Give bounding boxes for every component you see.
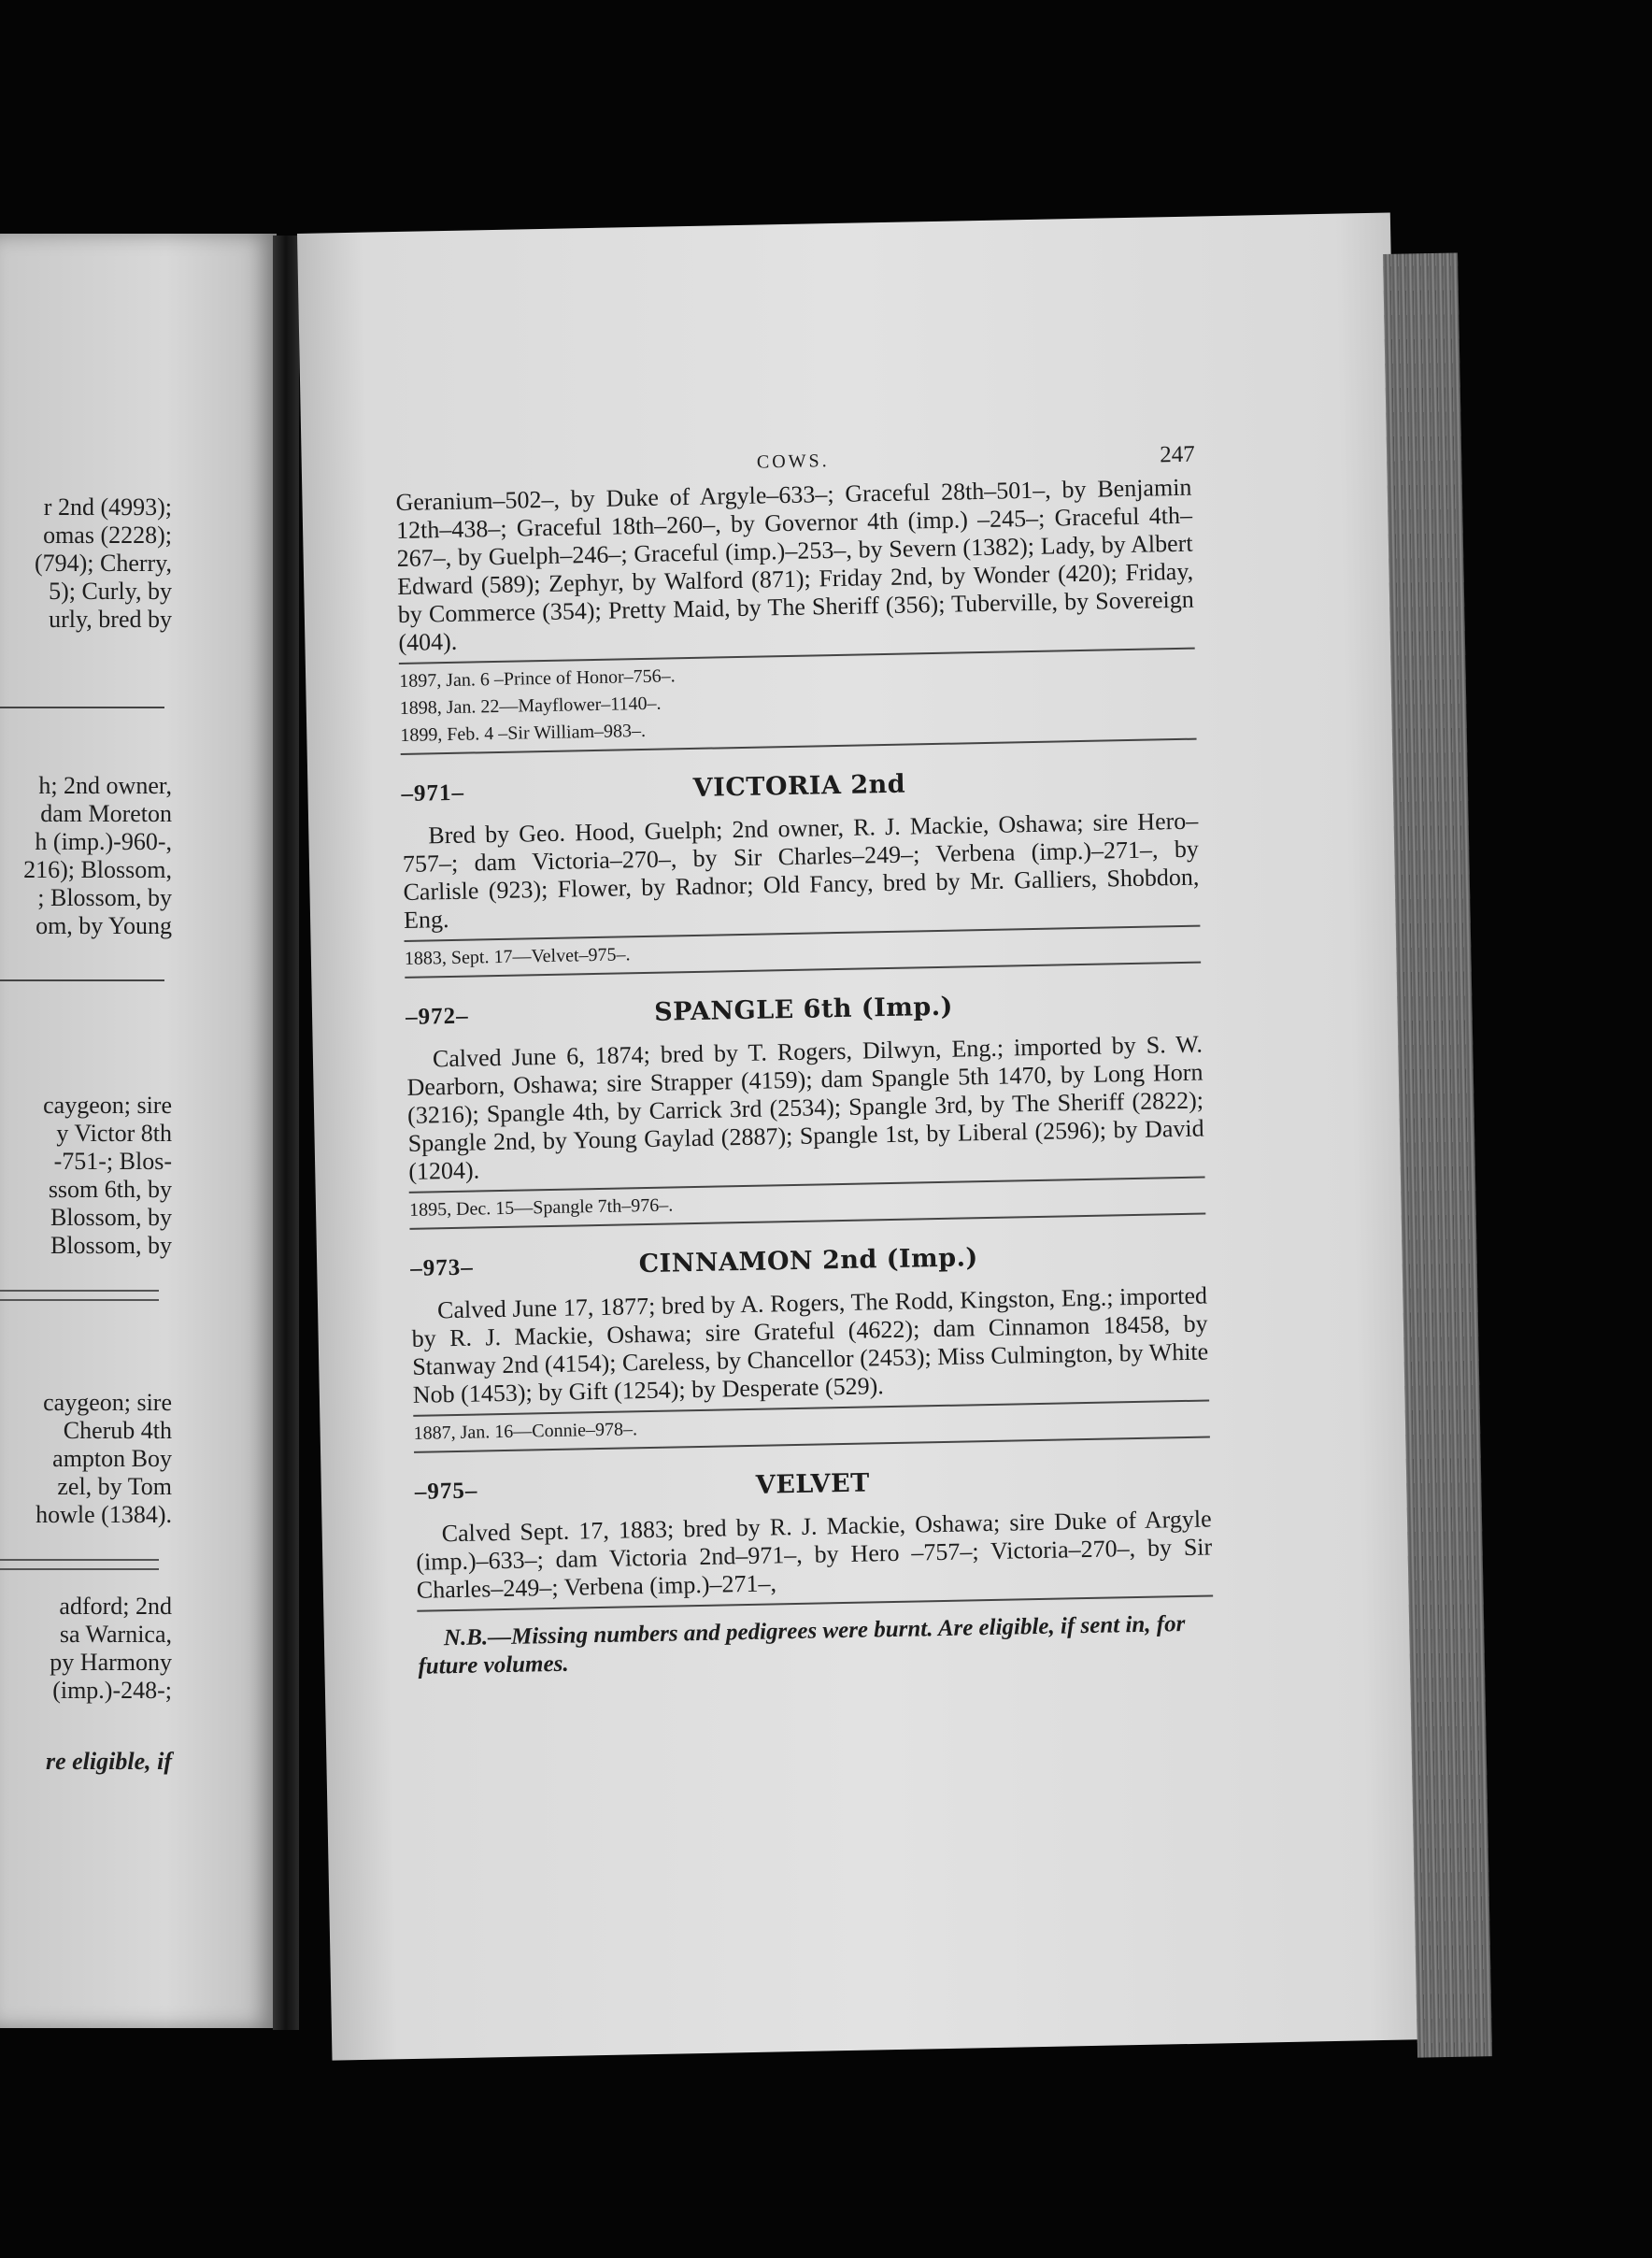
entry-number: –975– — [414, 1478, 478, 1505]
running-title: COWS. — [756, 450, 830, 473]
produce-record: 1897, Jan. 6 –Prince of Honor–756–. — [399, 665, 676, 692]
left-page-line: dam Moreton — [40, 800, 172, 827]
left-page-line: Blossom, by — [50, 1232, 172, 1259]
entry-pedigree: Calved June 6, 1874; bred by T. Rogers, Dilwyn, Eng.; imported by S. W. Dearborn, Oshawa; sire Strapper (4159); dam Spangle 5th 1470, by Long Horn (3216); Spangle 4th, by Carrick 3rd (2534); Spangle 3rd, by The Sheriff (2822); Spangle 2nd, by Young Gaylad (2887); Spangle 1st, by Liberal (2596); by David (1204). — [406, 1030, 1204, 1185]
left-page-line: sa Warnica, — [59, 1621, 172, 1648]
entry-number: –973– — [410, 1254, 475, 1281]
entry-heading — [415, 1462, 1212, 1510]
produce-record: 1887, Jan. 16—Connie–978–. — [413, 1419, 638, 1444]
entry-name: SPANGLE 6th (Imp.) — [653, 992, 954, 1027]
book-gutter — [273, 236, 299, 2030]
entry-heading — [401, 765, 1198, 813]
page-number: 247 — [1159, 441, 1195, 468]
left-page-line: h; 2nd owner, — [38, 772, 172, 799]
left-page-line: py Harmony — [50, 1649, 172, 1676]
right-page — [297, 213, 1425, 2061]
entry-number: –972– — [405, 1003, 469, 1030]
herd-entry — [410, 1239, 1210, 1453]
left-page-line: Blossom, by — [50, 1204, 172, 1231]
left-page-double-rule — [0, 1290, 159, 1301]
entry-name: CINNAMON 2nd (Imp.) — [638, 1243, 979, 1279]
left-page-line: caygeon; sire — [43, 1389, 172, 1416]
continuation-pedigree: Geranium–502–, by Duke of Argyle–633–; Graceful 28th–501–, by Benjamin 12th–438–; Graceful 18th–260–, by Governor 4th (imp.) –245–; Graceful 4th–267–, by Guelph–246–; Graceful (imp.)–253–, by Severn (1382); Lady, by Albert Edward (589); Zephyr, by Walford (871); Friday 2nd, by Wonder (420); Friday, by Commerce (354); Pretty Maid, by The Sheriff (356); Tuberville, by Sovereign (404). — [395, 473, 1194, 656]
entry-name: VELVET — [755, 1468, 871, 1500]
left-page — [0, 234, 277, 2028]
left-page-line: 5); Curly, by — [49, 578, 172, 605]
left-page-rule — [0, 707, 164, 708]
left-page-line: -751-; Blos- — [53, 1148, 172, 1175]
left-page-line: zel, by Tom — [57, 1473, 172, 1500]
entry-number: –971– — [401, 779, 465, 807]
left-page-line: om, by Young — [36, 912, 172, 939]
left-page-line: y Victor 8th — [56, 1120, 172, 1147]
produce-record: 1899, Feb. 4 –Sir William–983–. — [400, 720, 647, 746]
entry-heading — [406, 988, 1203, 1036]
left-page-line: ssom 6th, by — [48, 1176, 172, 1203]
entry-pedigree: Calved Sept. 17, 1883; bred by R. J. Mackie, Oshawa; sire Duke of Argyle (imp.)–633–; dam Victoria 2nd–971–, by Hero –757–; Victoria–270–, by Sir Charles–249–; Verbena (imp.)–271–, — [416, 1505, 1213, 1604]
left-page-rule — [0, 979, 164, 981]
produce-record: 1895, Dec. 15—Spangle 7th–976–. — [408, 1194, 674, 1221]
left-page-line: omas (2228); — [43, 522, 172, 549]
entry-name: VICTORIA 2nd — [692, 769, 906, 803]
left-page-line: ampton Boy — [52, 1445, 172, 1472]
left-page-line: h (imp.)-960-, — [35, 828, 172, 855]
left-page-line: howle (1384). — [36, 1501, 172, 1528]
left-page-footnote-fragment: re eligible, if — [45, 1748, 172, 1775]
produce-record: 1898, Jan. 22—Mayflower–1140–. — [399, 693, 662, 719]
entry-pedigree: Calved June 17, 1877; bred by A. Rogers, The Rodd, Kingston, Eng.; imported by R. J. Mackie, Oshawa; sire Grateful (4622); dam Cinnamon 18458, by Stanway 2nd (4154); Careless, by Chancellor (2453); Miss Culmington, by White Nob (1453); by Gift (1254); by Desperate (529). — [411, 1281, 1209, 1408]
entry-heading — [410, 1239, 1207, 1288]
herd-entry — [401, 765, 1201, 979]
left-page-line: (794); Cherry, — [34, 550, 172, 577]
left-page-line: caygeon; sire — [43, 1092, 172, 1119]
left-page-line: (imp.)-248-; — [52, 1677, 172, 1704]
left-page-line: Cherub 4th — [63, 1417, 172, 1444]
left-page-line: urly, bred by — [49, 606, 172, 633]
page-content — [394, 436, 1215, 1705]
left-page-line: ; Blossom, by — [37, 884, 172, 911]
footnote: N.B.—Missing numbers and pedigrees were burnt. Are eligible, if sent in, for future volumes. — [418, 1611, 1186, 1679]
produce-record: 1883, Sept. 17—Velvet–975–. — [404, 944, 631, 969]
entry-pedigree: Bred by Geo. Hood, Guelph; 2nd owner, R. J. Mackie, Oshawa; sire Hero–757–; dam Victoria–270–, by Sir Charles–249–; Verbena (imp.)–271–, by Carlisle (923); Flower, by Radnor; Old Fancy, bred by Mr. Galliers, Shobdon, Eng. — [402, 807, 1200, 934]
left-page-line: r 2nd (4993); — [43, 493, 172, 521]
left-page-line: 216); Blossom, — [23, 856, 172, 883]
herd-entry — [415, 1462, 1214, 1611]
herd-entry — [406, 988, 1206, 1230]
left-page-double-rule — [0, 1559, 159, 1570]
left-page-line: adford; 2nd — [59, 1593, 172, 1620]
